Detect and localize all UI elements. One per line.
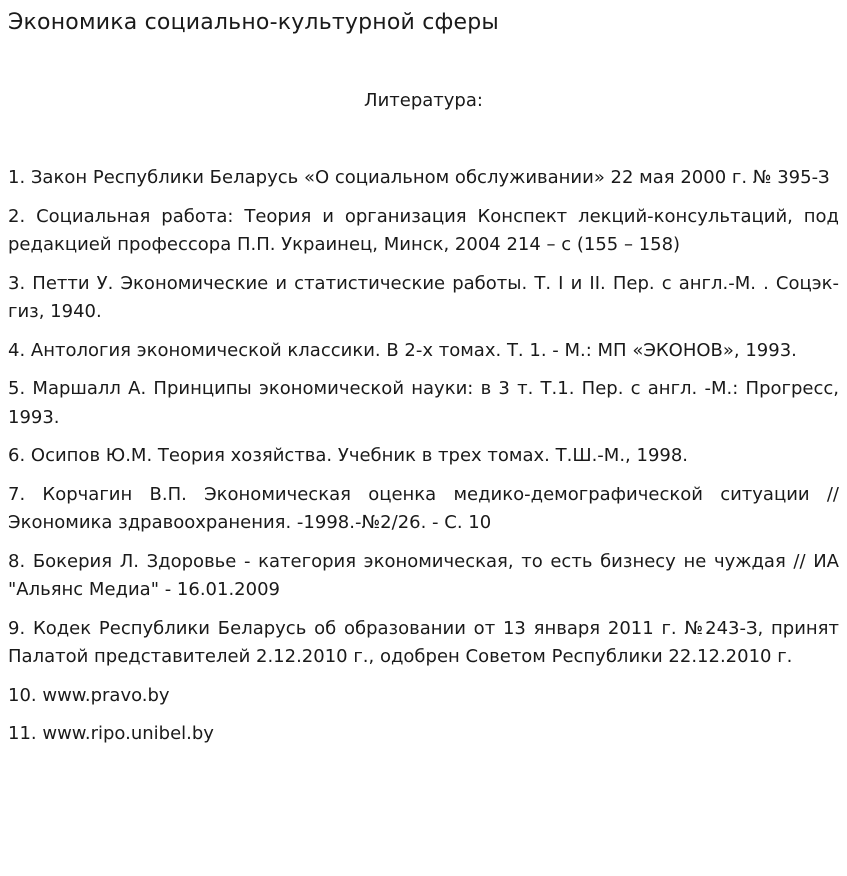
- reference-link[interactable]: 10. www.pravo.by: [8, 684, 170, 706]
- reference-item: 8. Бокерия Л. Здоровье - категория экономическая, то есть бизнесу не чуждая // ИА "Альянс Медиа" - 16.01.2009: [8, 550, 839, 600]
- reference-item: 5. Маршалл А. Принципы экономической науки: в 3 т. Т.1. Пер. с англ. -М.: Прогресс, 1993.: [8, 378, 839, 428]
- document-title: Экономика социально-культурной сферы: [8, 10, 499, 35]
- reference-item: 2. Социальная работа: Теория и организация Конспект лекций-консультаций, под редакцией профессора П.П. Украинец, Минск, 2004 214 – с (155 – 158): [8, 205, 839, 255]
- reference-item: 3. Петти У. Экономические и статистические работы. Т. I и II. Пер. с англ.-М. . Соцэк- гиз, 1940.: [8, 272, 839, 322]
- reference-item: 9. Кодек Республики Беларусь об образовании от 13 января 2011 г. №243-З, принят Палатой представителей 2.12.2010 г., одобрен Советом Республики 22.12.2010 г.: [8, 617, 839, 667]
- reference-item: 7. Корчагин В.П. Экономическая оценка медико-демографической ситуации // Экономика здравоохранения. -1998.-№2/26. - С. 10: [8, 483, 839, 533]
- section-heading-literature: Литература:: [364, 90, 483, 111]
- reference-link[interactable]: 11. www.ripo.unibel.by: [8, 723, 214, 744]
- reference-item: 6. Осипов Ю.М. Теория хозяйства. Учебник в трех томах. Т.Ш.-М., 1998.: [8, 445, 689, 466]
- reference-item: 4. Антология экономической классики. В 2-х томах. Т. 1. - М.: МП «ЭКОНОВ», 1993.: [8, 339, 797, 361]
- reference-list: [8, 112, 839, 749]
- reference-item: 1. Закон Республики Беларусь «О социальном обслуживании» 22 мая 2000 г. № 395-З: [8, 167, 830, 188]
